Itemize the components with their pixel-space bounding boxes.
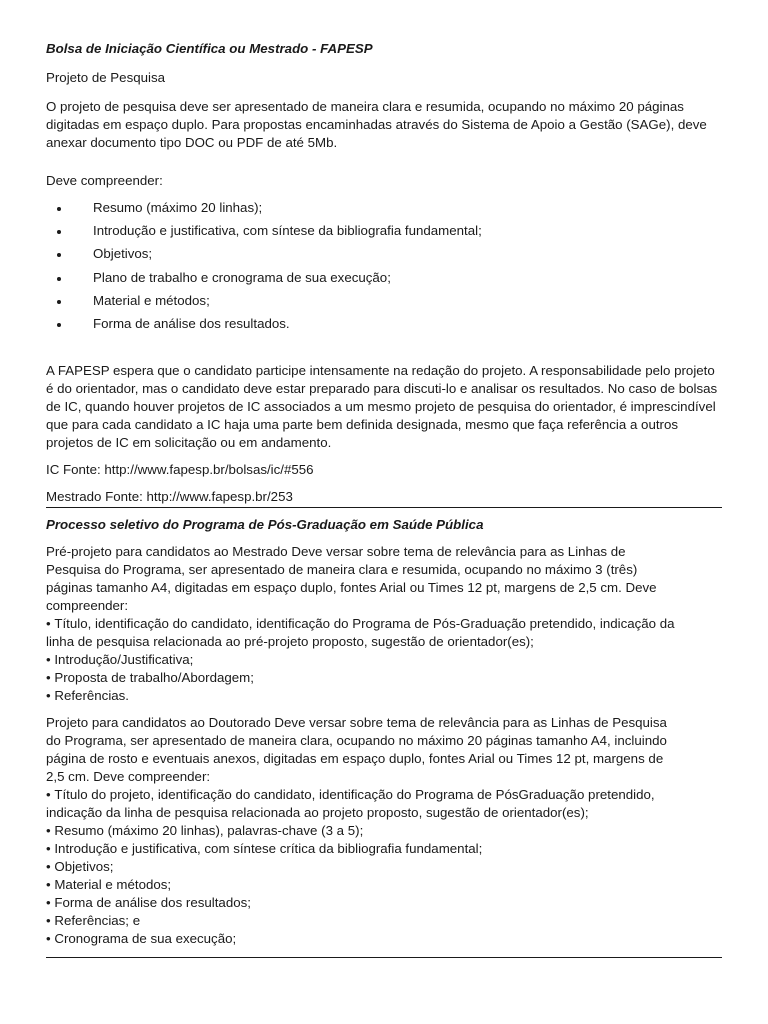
section1-intro-paragraph: O projeto de pesquisa deve ser apresentado de maneira clara e resumida, ocupando no máximo 20 páginas digitadas em espaço duplo. Para propostas encaminhadas através do Sistema de Apoio a Gestão (SAGe), deve anexar documento tipo DOC ou PDF de até 5Mb. <box>46 99 707 150</box>
section-divider-end <box>46 957 722 958</box>
mestrado-bullet-line: linha de pesquisa relacionada ao pré-projeto proposto, sugestão de orientador(es); <box>46 634 534 650</box>
doutorado-text-line: 2,5 cm. Deve compreender: <box>46 769 211 785</box>
mestrado-text-line: páginas tamanho A4, digitadas em espaço duplo, fontes Arial ou Times 12 pt, margens de 2,5 cm. Deve <box>46 580 657 596</box>
mestrado-source-text: Mestrado Fonte: http://www.fapesp.br/253 <box>46 489 293 505</box>
mestrado-text-line: compreender: <box>46 598 129 614</box>
doutorado-text-line: página de rosto e eventuais anexos, digitadas em espaço duplo, fontes Arial ou Times 12 pt, margens de <box>46 751 664 767</box>
list-item: Plano de trabalho e cronograma de sua execução; <box>46 269 722 292</box>
doutorado-bullet-line: • Forma de análise dos resultados; <box>46 894 722 912</box>
doutorado-bullet-line: • Material e métodos; <box>46 876 722 894</box>
doutorado-bullet-line: • Resumo (máximo 20 linhas), palavras-chave (3 a 5); <box>46 822 722 840</box>
mestrado-text-line: Pré-projeto para candidatos ao Mestrado Deve versar sobre tema de relevância para as Linhas de <box>46 544 626 560</box>
responsibility-paragraph: A FAPESP espera que o candidato participe intensamente na redação do projeto. A responsabilidade pelo projeto é do orientador, mas o candidato deve estar preparado para discuti-lo e analisar os resultados. No caso de bolsas de IC, quando houver projetos de IC associados a um mesmo projeto de pesquisa do orientador, é imprescindível que para cada candidato a IC haja uma parte bem definida designada, mesmo que faça referência a outros projetos de IC em solicitação ou em andamento. <box>46 363 718 451</box>
list-item: Objetivos; <box>46 245 722 268</box>
list-item: Forma de análise dos resultados. <box>46 315 722 338</box>
mestrado-text-line: Pesquisa do Programa, ser apresentado de maneira clara e resumida, ocupando no máximo 3 (três) <box>46 562 638 578</box>
doutorado-bullet-line: • Introdução e justificativa, com síntese crítica da bibliografia fundamental; <box>46 840 722 858</box>
requirements-list <box>46 199 722 338</box>
doutorado-text-line: do Programa, ser apresentado de maneira clara, ocupando no máximo 20 páginas tamanho A4, incluindo <box>46 733 667 749</box>
list-item: Introdução e justificativa, com síntese da bibliografia fundamental; <box>46 222 722 245</box>
ic-source-text: IC Fonte: http://www.fapesp.br/bolsas/ic/#556 <box>46 462 314 478</box>
doutorado-bullet-line: • Cronograma de sua execução; <box>46 930 722 948</box>
section-divider <box>46 507 722 508</box>
section1-lead-text: Deve compreender: <box>46 173 163 188</box>
list-item: Material e métodos; <box>46 292 722 315</box>
mestrado-bullet-line: • Título, identificação do candidato, identificação do Programa de Pós-Graduação pretendido, indicação da <box>46 615 722 633</box>
section2-title: Processo seletivo do Programa de Pós-Graduação em Saúde Pública <box>46 517 484 533</box>
mestrado-bullet-line: • Introdução/Justificativa; <box>46 651 722 669</box>
doutorado-bullet-line: • Título do projeto, identificação do candidato, identificação do Programa de PósGraduação pretendido, <box>46 786 722 804</box>
section1-title: Bolsa de Iniciação Científica ou Mestrado - FAPESP <box>46 41 373 56</box>
mestrado-bullet-line: • Referências. <box>46 687 722 705</box>
doutorado-bullet-line: indicação da linha de pesquisa relacionada ao projeto proposto, sugestão de orientador(es); <box>46 805 589 821</box>
doutorado-bullet-line: • Objetivos; <box>46 858 722 876</box>
section1-subtitle: Projeto de Pesquisa <box>46 70 166 85</box>
document-page <box>46 40 722 966</box>
list-item: Resumo (máximo 20 linhas); <box>46 199 722 222</box>
doutorado-text-line: Projeto para candidatos ao Doutorado Deve versar sobre tema de relevância para as Linhas de Pesquisa <box>46 715 667 731</box>
doutorado-block <box>46 714 722 948</box>
mestrado-bullet-line: • Proposta de trabalho/Abordagem; <box>46 669 722 687</box>
doutorado-bullet-line: • Referências; e <box>46 912 722 930</box>
mestrado-block <box>46 543 722 705</box>
